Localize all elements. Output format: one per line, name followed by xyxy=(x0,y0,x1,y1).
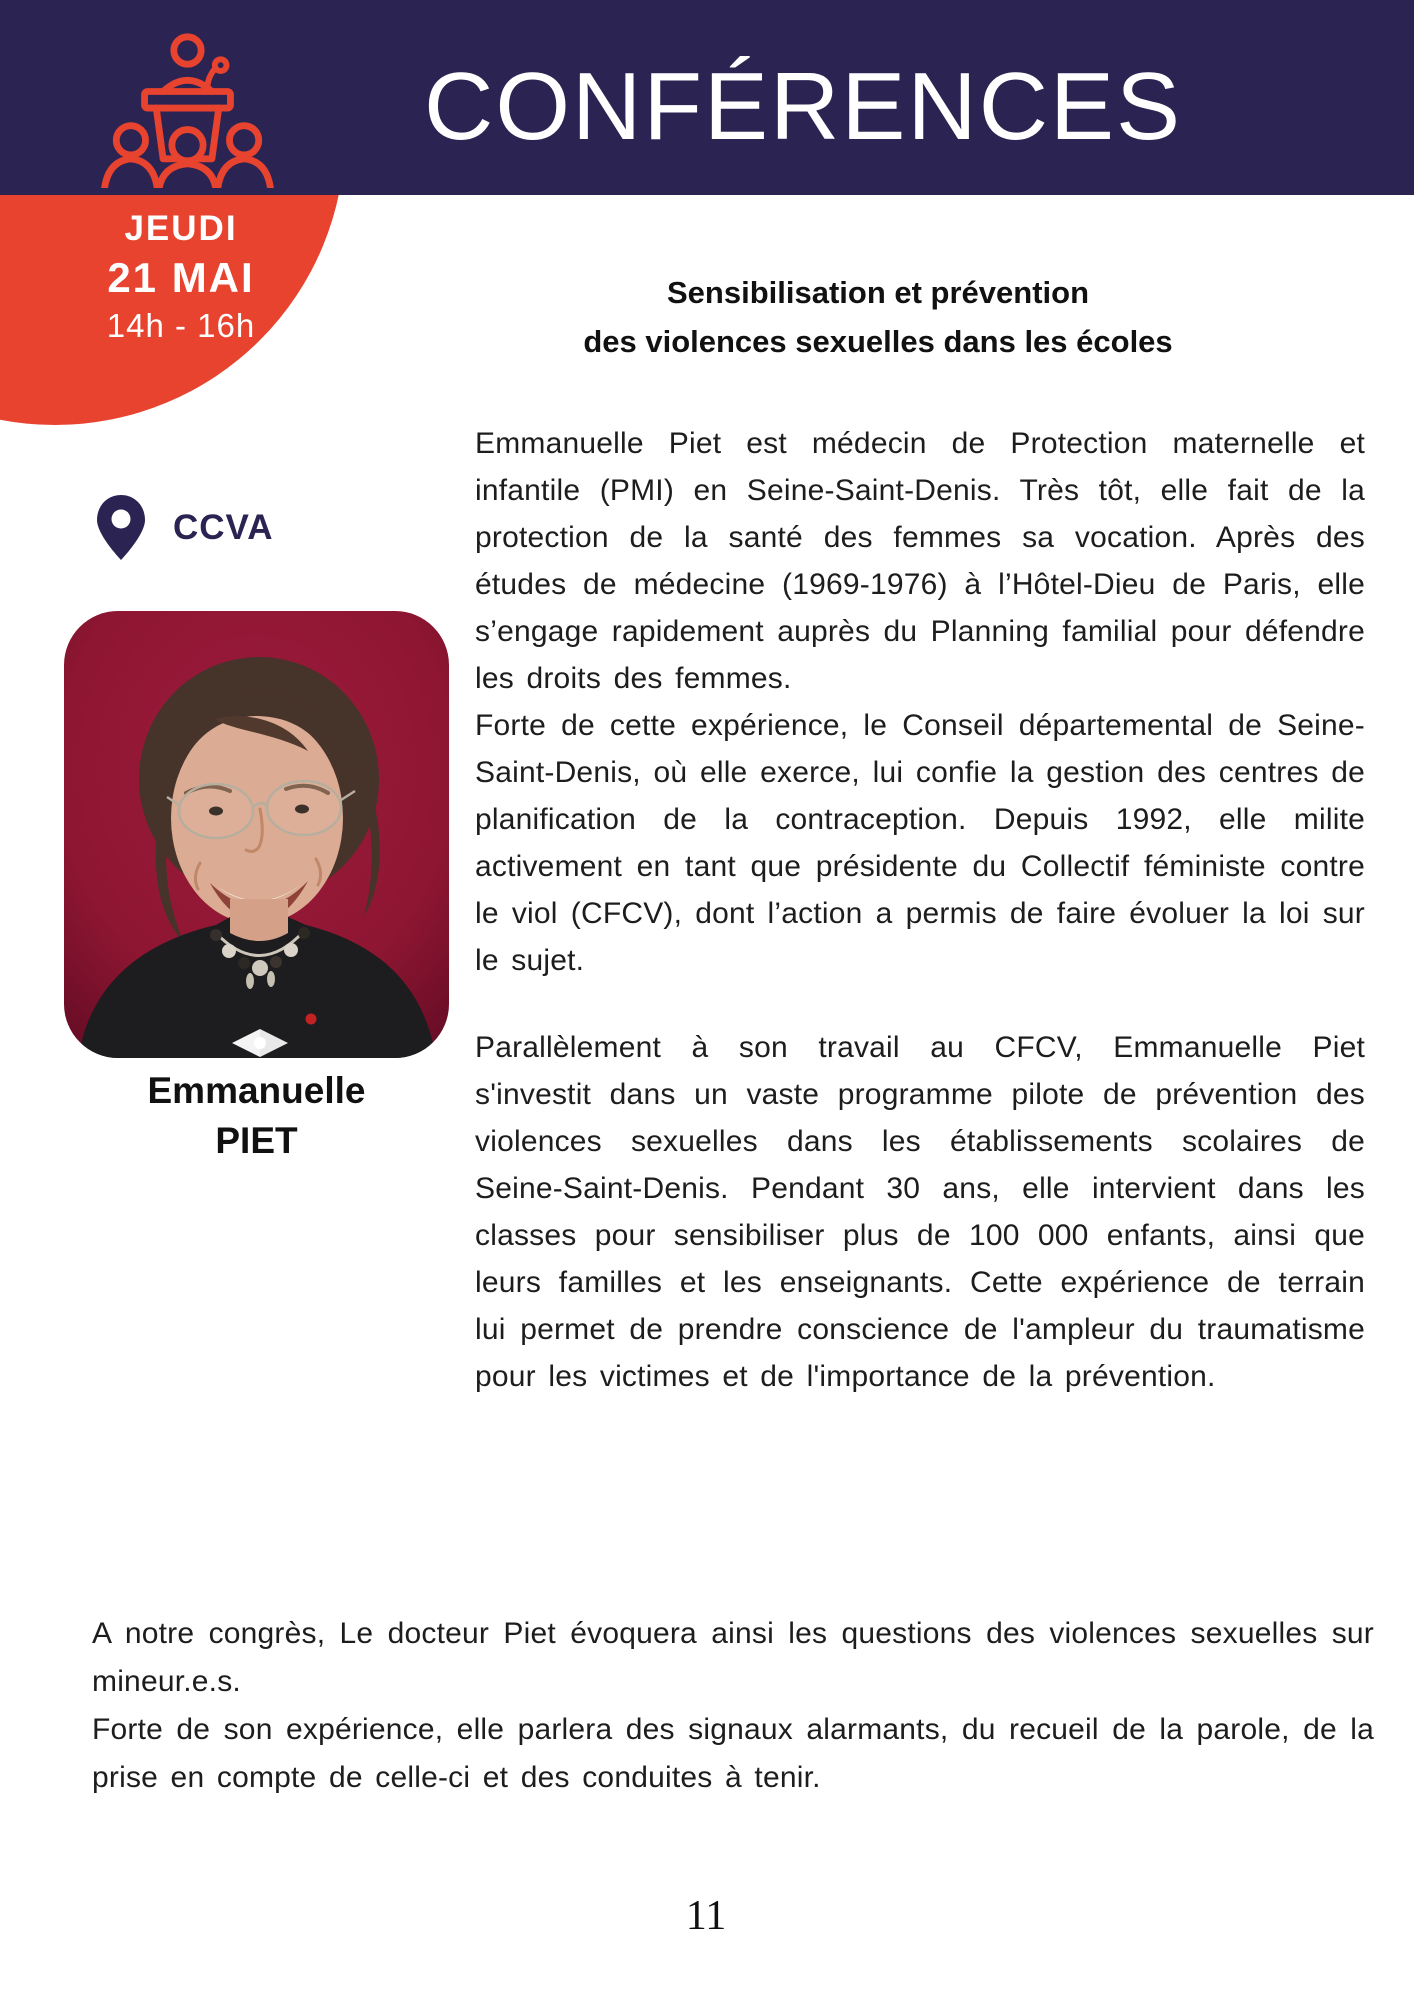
badge-time: 14h - 16h xyxy=(106,307,256,344)
location-row xyxy=(95,494,274,562)
map-pin-icon xyxy=(95,494,147,562)
speaker-photo xyxy=(64,611,449,1058)
date-badge xyxy=(0,208,362,346)
bio-paragraph-2: Forte de cette expérience, le Conseil départemental de Seine-Saint-Denis, où elle exerce, lui confie la gestion des centres de planification de la contraception. Depuis 1992, elle milite activement en tant que présidente du Collectif féministe contre le viol (CFCV), dont l’action a permis de faire évoluer la loi sur le sujet. xyxy=(475,709,1365,977)
speaker-bio xyxy=(475,420,1365,1400)
session-title xyxy=(390,268,1366,366)
page-title: CONFÉRENCES xyxy=(424,53,1183,160)
page-number: 11 xyxy=(685,1893,727,1939)
badge-date: 21 MAI xyxy=(107,254,255,301)
speaker-last-name: PIET xyxy=(215,1120,298,1161)
session-title-line1: Sensibilisation et prévention xyxy=(666,275,1090,310)
bio-paragraph-1: Emmanuelle Piet est médecin de Protection maternelle et infantile (PMI) en Seine-Saint-Denis. Très tôt, elle fait de la protection de la santé des femmes sa vocation. Après des études de médecine (1969-1976) à l’Hôtel-Dieu de Paris, elle s’engage rapidement auprès du Planning familial pour défendre les droits des femmes. xyxy=(475,427,1365,695)
badge-day: JEUDI xyxy=(124,209,238,248)
note-paragraph-1: A notre congrès, Le docteur Piet évoquera ainsi les questions des violences sexuelles sur mineur.e.s. xyxy=(92,1617,1374,1698)
bio-paragraph-3: Parallèlement à son travail au CFCV, Emmanuelle Piet s'investit dans un vaste programme pilote de prévention des violences sexuelles dans les établissements scolaires de Seine-Saint-Denis. Pendant 30 ans, elle intervient dans les classes pour sensibiliser plus de 100 000 enfants, ainsi que leurs familles et les enseignants. Cette expérience de terrain lui permet de prendre conscience de l'ampleur du traumatisme pour les victimes et de l'importance de la prévention. xyxy=(475,1031,1365,1393)
location-label: CCVA xyxy=(173,508,274,547)
congress-note xyxy=(92,1610,1374,1802)
speaker-name xyxy=(44,1066,469,1166)
session-title-line2: des violences sexuelles dans les écoles xyxy=(583,324,1173,359)
header-bar xyxy=(0,0,1414,195)
portrait-illustration xyxy=(64,611,449,1058)
speaker-first-name: Emmanuelle xyxy=(147,1070,366,1111)
podium-speaker-audience-icon xyxy=(85,30,290,192)
note-paragraph-2: Forte de son expérience, elle parlera des signaux alarmants, du recueil de la parole, de la prise en compte de celle-ci et des conduites à tenir. xyxy=(92,1713,1374,1794)
